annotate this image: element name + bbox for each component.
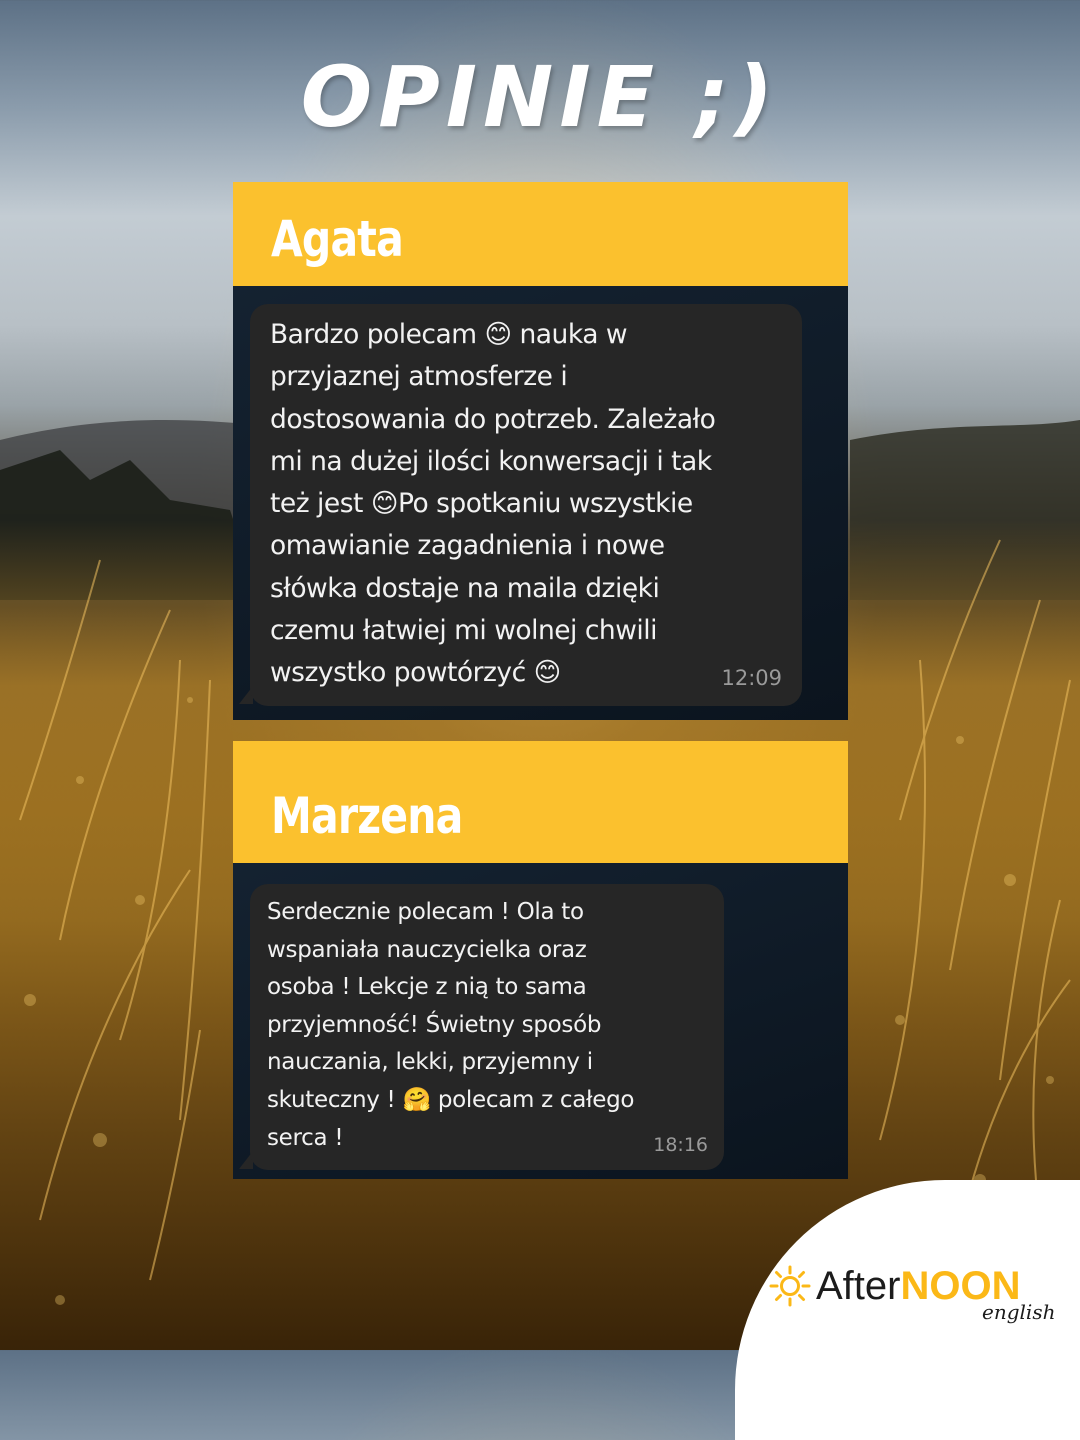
logo-text-noon: NOON (900, 1263, 1021, 1308)
sun-icon (768, 1264, 812, 1308)
reviewer-name: Marzena (271, 787, 463, 845)
reviewer-name: Agata (271, 210, 403, 268)
logo-subtitle: english (982, 1300, 1056, 1324)
message-text: Serdecznie polecam ! Ola to wspaniała nauczycielka oraz osoba ! Lekcje z nią to sama przyjemność! Świetny sposób nauczania, lekki, przyjemny i skuteczny ! 🤗 polecam z całego serca ! (267, 899, 635, 1151)
message-bubble (250, 884, 724, 1170)
review-card-marzena (233, 741, 848, 1179)
chat-screenshot (233, 286, 848, 720)
review-card-agata (233, 182, 848, 720)
message-time: 12:09 (721, 666, 782, 690)
logo-text-after: After (816, 1263, 901, 1308)
message-time: 18:16 (653, 1134, 708, 1156)
review-header (233, 741, 848, 863)
message-text: Bardzo polecam 😊 nauka w przyjaznej atmosferze i dostosowania do potrzeb. Zależało mi na dużej ilości konwersacji i tak też jest 😊Po spotkaniu wszystkie omawianie zagadnienia i nowe słówka dostaje na maila dzięki czemu łatwiej mi wolnej chwili wszystko powtórzyć 😊 (270, 319, 716, 689)
chat-screenshot (233, 863, 848, 1179)
page-title: OPINIE ;) (300, 48, 780, 146)
review-header (233, 182, 848, 286)
message-bubble (250, 304, 802, 706)
